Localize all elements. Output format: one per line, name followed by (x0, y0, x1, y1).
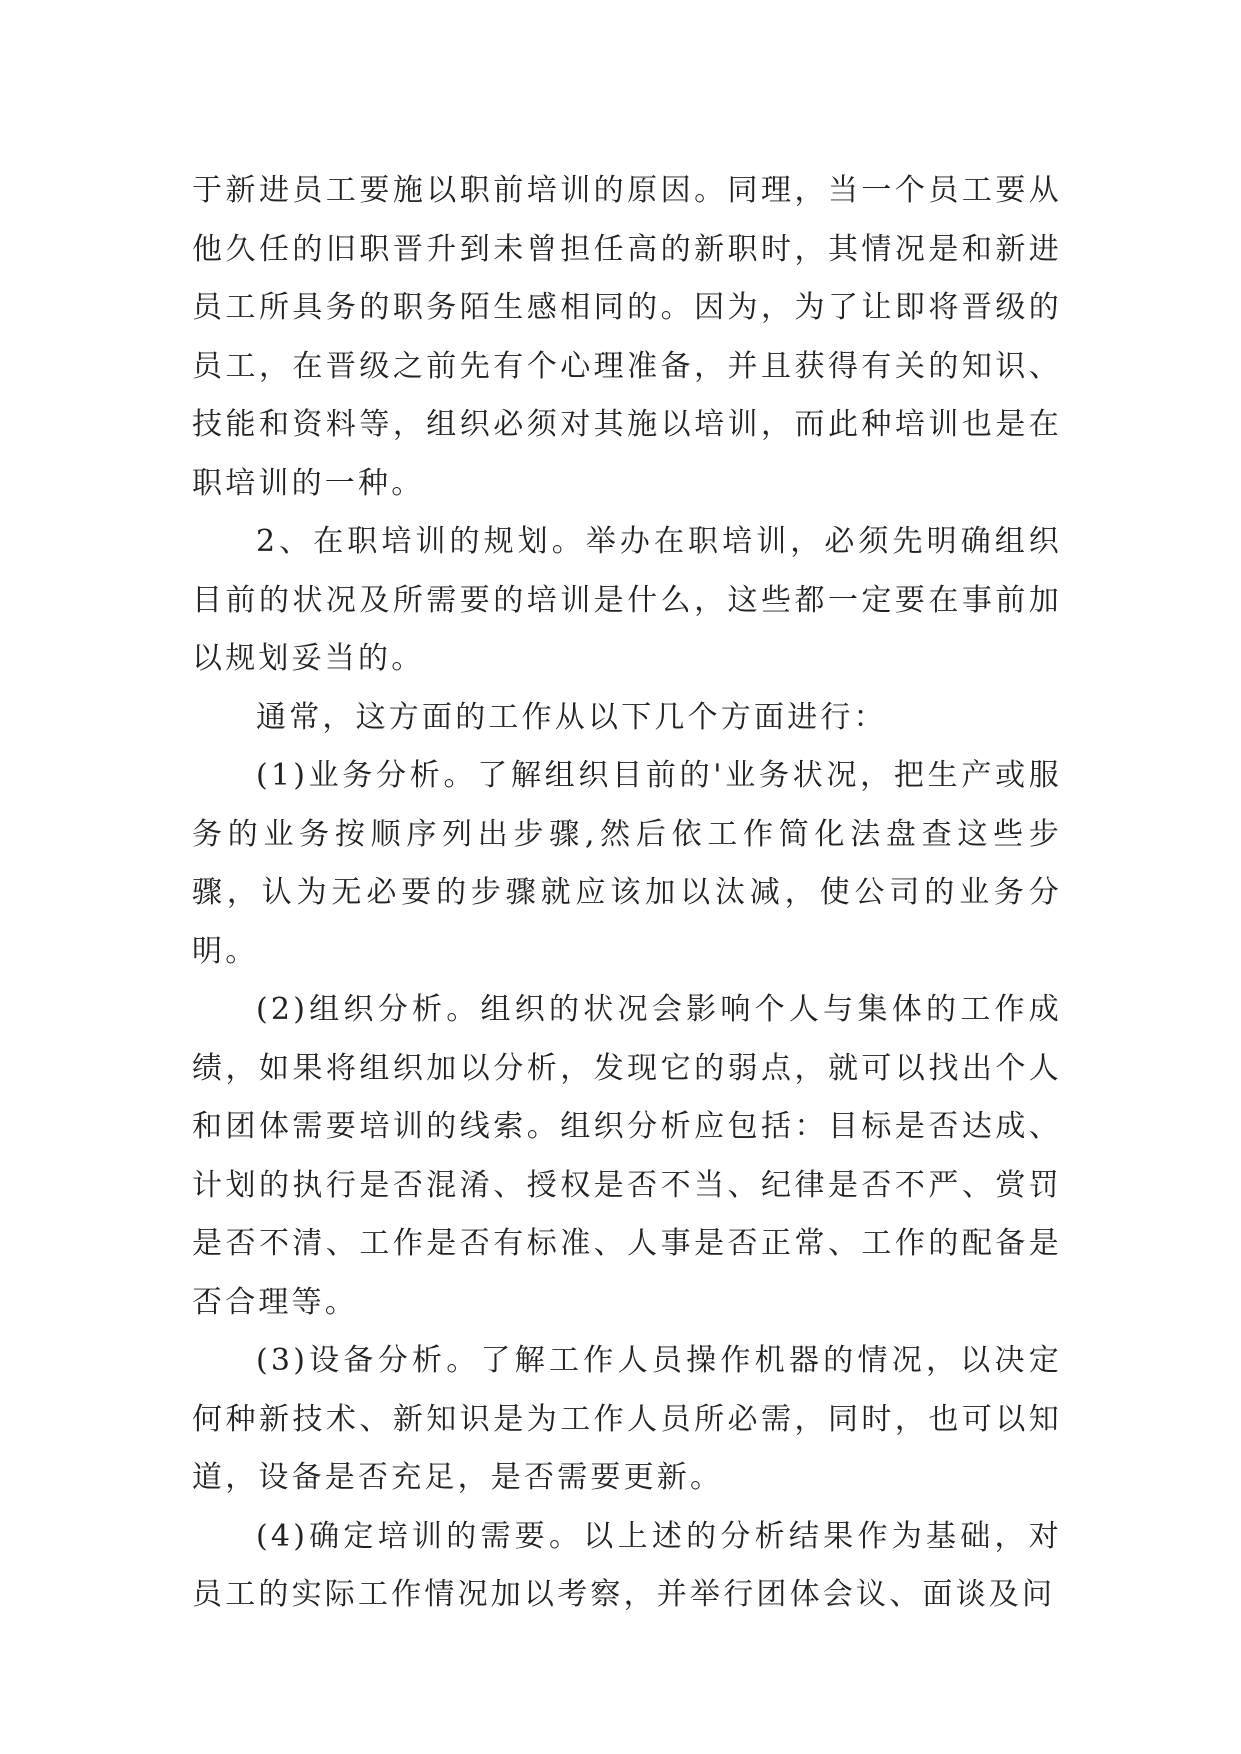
paragraph-6: (3)设备分析。了解工作人员操作机器的情况，以决定何种新技术、新知识是为工作人员所必需，同时，也可以知道，设备是否充足，是否需要更新。 (192, 1343, 1062, 1495)
document-body (192, 162, 1062, 1625)
paragraph-1: 于新进员工要施以职前培训的原因。同理，当一个员工要从他久任的旧职晋升到未曾担任高的新职时，其情况是和新进员工所具务的职务陌生感相同的。因为，为了让即将晋级的员工，在晋级之前先有个心理准备，并且获得有关的知识、技能和资料等，组织必须对其施以培训，而此种培训也是在职培训的一种。 (192, 173, 1062, 501)
paragraph-7: (4)确定培训的需要。以上述的分析结果作为基础，对员工的实际工作情况加以考察，并举行团体会议、面谈及问 (192, 1518, 1062, 1612)
paragraph-4: (1)业务分析。了解组织目前的'业务状况，把生产或服务的业务按顺序列出步骤,然后依工作简化法盘查这些步骤，认为无必要的步骤就应该加以汰减，使公司的业务分明。 (192, 758, 1062, 969)
paragraph-3: 通常，这方面的工作从以下几个方面进行： (256, 699, 887, 735)
paragraph-2: 2、在职培训的规划。举办在职培训，必须先明确组织目前的状况及所需要的培训是什么，这些都一定要在事前加以规划妥当的。 (192, 524, 1062, 676)
paragraph-5: (2)组织分析。组织的状况会影响个人与集体的工作成绩，如果将组织加以分析，发现它的弱点，就可以找出个人和团体需要培训的线索。组织分析应包括：目标是否达成、计划的执行是否混淆、授权是否不当、纪律是否不严、赏罚是否不清、工作是否有标准、人事是否正常、工作的配备是否合理等。 (192, 992, 1062, 1320)
